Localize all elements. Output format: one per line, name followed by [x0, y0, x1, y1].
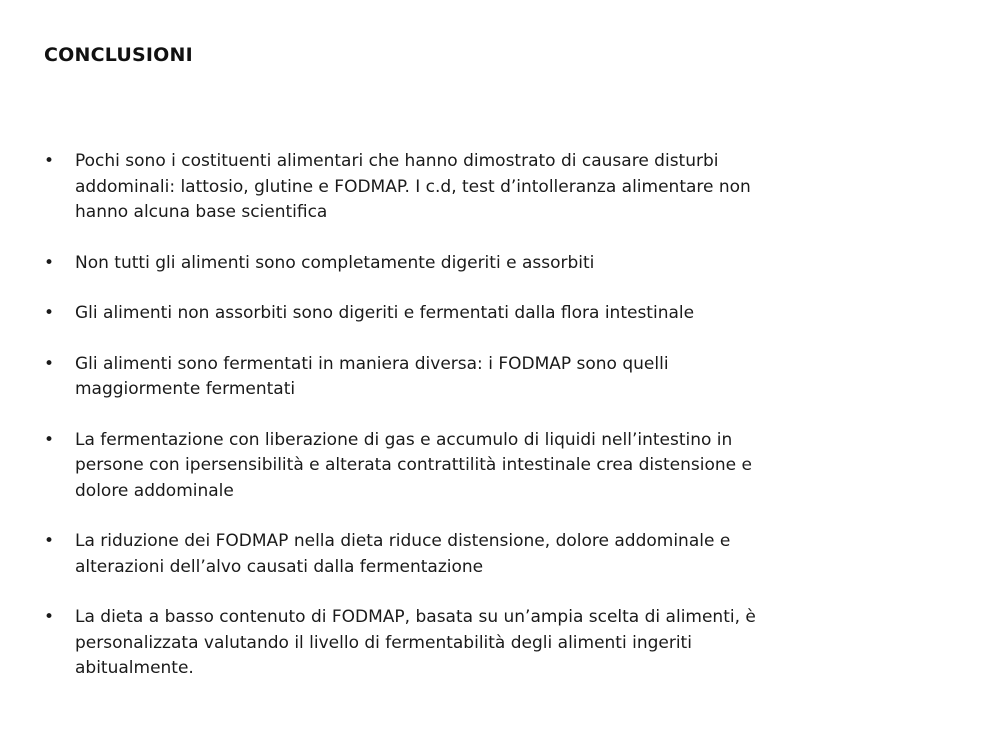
bullet-icon: •: [44, 607, 55, 627]
list-item: [44, 428, 784, 505]
bullet-icon: •: [44, 252, 55, 273]
list-item: [44, 352, 784, 403]
bullet-icon: •: [44, 353, 55, 374]
bullet-icon: •: [44, 531, 55, 551]
conclusions-list: [44, 149, 784, 682]
bullet-text: La riduzione dei FODMAP nella dieta riduce distensione, dolore addominale e alterazioni dell’alvo causati dalla fermentazione: [75, 531, 731, 577]
bullet-text: Gli alimenti non assorbiti sono digeriti e fermentati dalla flora intestinale: [75, 303, 695, 323]
list-item: [44, 529, 784, 580]
list-item: [44, 149, 784, 226]
list-item: [44, 301, 784, 327]
list-item: [44, 605, 784, 682]
bullet-text: Pochi sono i costituenti alimentari che hanno dimostrato di causare disturbi addominali: lattosio, glutine e FODMAP. I c.d, test d’intolleranza alimentare non hanno alcuna base scientifica: [75, 151, 751, 222]
bullet-text: La fermentazione con liberazione di gas e accumulo di liquidi nell’intestino in persone con ipersensibilità e alterata contrattilità intestinale crea distensione e dolore addominale: [75, 429, 752, 501]
bullet-text: La dieta a basso contenuto di FODMAP, basata su un’ampia scelta di alimenti, è personalizzata valutando il livello di fermentabilità degli alimenti ingeriti abitualmente.: [75, 607, 756, 678]
bullet-icon: •: [44, 429, 55, 450]
bullet-text: Non tutti gli alimenti sono completamente digeriti e assorbiti: [75, 252, 595, 273]
list-item: [44, 251, 784, 277]
bullet-icon: •: [44, 303, 55, 323]
slide-title: CONCLUSIONI: [44, 44, 193, 66]
bullet-text: Gli alimenti sono fermentati in maniera diversa: i FODMAP sono quelli maggiormente fermentati: [75, 353, 669, 399]
bullet-icon: •: [44, 151, 55, 171]
